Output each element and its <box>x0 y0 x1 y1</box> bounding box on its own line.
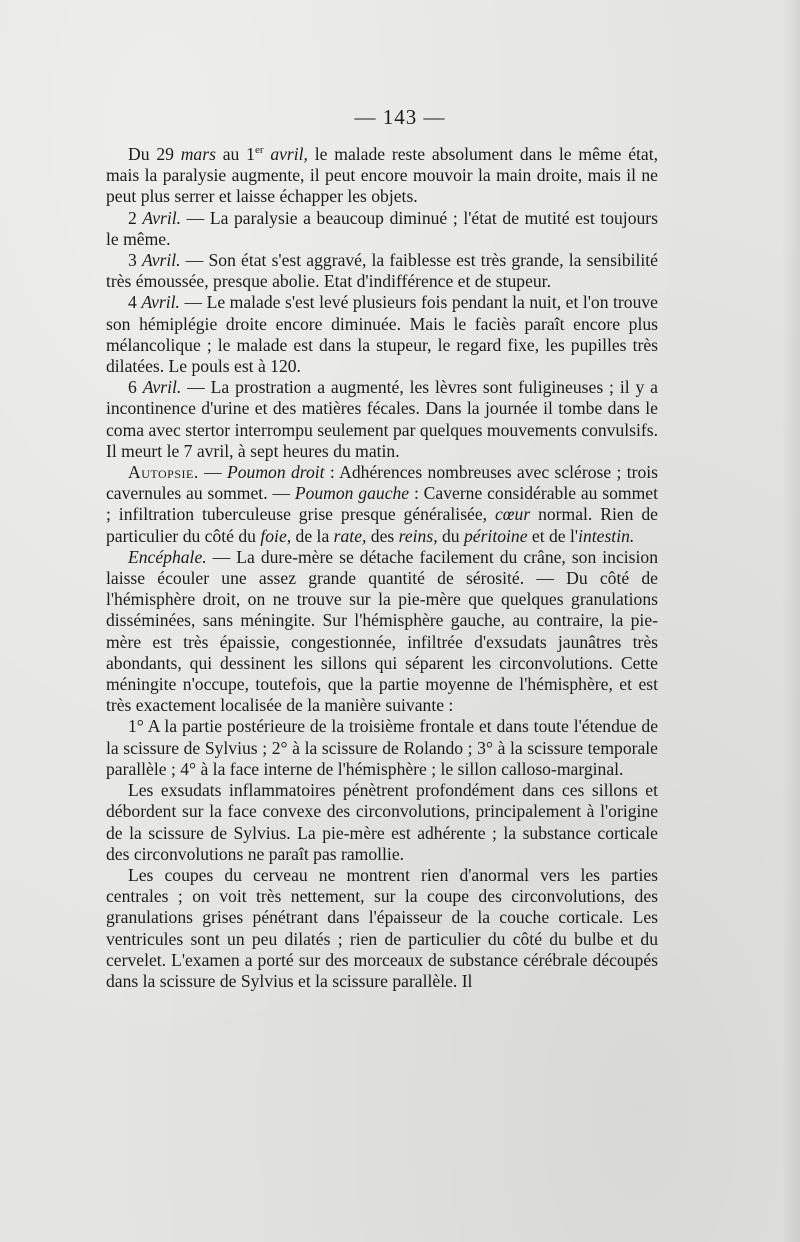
text-run: — Son état s'est aggravé, la faiblesse est très grande, la sensibilité très émoussée, presque abolie. Etat d'indifférence et de stupeur. <box>106 250 658 292</box>
text-run: de la <box>291 525 334 546</box>
paragraph <box>106 462 658 547</box>
text-run: 1° A la partie postérieure de la troisième frontale et dans toute l'étendue de la scissure de Sylvius ; 2° à la scissure de Rolando ; 3° à la scissure temporale parallèle ; 4° à la face interne de l'hémisphère ; le sillon calloso-marginal. <box>106 716 658 779</box>
text-run: 6 <box>128 377 143 398</box>
italic-text: Avril. <box>142 377 182 398</box>
paragraph <box>106 716 658 780</box>
italic-text: cœur <box>494 504 531 525</box>
italic-text: intestin. <box>578 525 635 546</box>
text-run: : Caverne considérable au sommet ; infiltration tuberculeuse grise presque généralisée, <box>106 483 658 525</box>
italic-text: Poumon droit <box>227 462 325 483</box>
text-run: au 1 <box>215 144 255 164</box>
paragraph <box>106 250 658 292</box>
superscript: er <box>254 144 264 157</box>
italic-text: Avril. <box>141 292 180 313</box>
italic-text: mars <box>180 144 216 164</box>
italic-text: Poumon gauche <box>294 483 410 504</box>
page-edge-shadow <box>782 0 800 1242</box>
text-run: Les coupes du cerveau ne montrent rien d'anormal vers les parties centrales ; on voit très nettement, sur la coupe des circonvolutions, des granulations grises pénétrant dans l'épaisseur de la couche corticale. Les ventricules sont un peu dilatés ; rien de particulier du côté du bulbe et du cervelet. L'examen a porté sur des morceaux de substance cérébrale découpés dans la scissure de Sylvius et la scissure parallèle. Il <box>106 864 658 991</box>
text-run: — Le malade s'est levé plusieurs fois pendant la nuit, et l'on trouve son hémiplégie droite encore diminuée. Mais le faciès paraît encore plus mélancolique ; le malade est dans la stupeur, le regard fixe, les pupilles très dilatées. Le pouls est à 120. <box>106 292 658 377</box>
italic-text: Encéphale. <box>128 546 207 567</box>
text-run: 4 <box>128 292 142 313</box>
small-caps-heading: Autopsie. <box>128 462 199 483</box>
text-run: — La paralysie a beaucoup diminué ; l'état de mutité est toujours le même. <box>106 207 658 249</box>
italic-text: Avril. <box>141 250 181 271</box>
text-run: Du 29 <box>128 144 181 164</box>
text-run: — La prostration a augmenté, les lèvres sont fuligineuses ; il y a incontinence d'urine et des matières fécales. Dans la journée il tombe dans le coma avec stertor interrompu seulement par quelques mouvements convulsifs. Il meurt le 7 avril, à sept heures du matin. <box>106 377 658 461</box>
text-run: des <box>366 525 399 546</box>
body-text <box>106 144 658 992</box>
page-number: — 143 — <box>354 105 446 129</box>
italic-text: Avril. <box>142 207 182 228</box>
text-run: du <box>437 525 464 546</box>
text-run: normal. Rien de particulier du côté du <box>106 504 658 546</box>
italic-text: rate, <box>333 525 367 546</box>
paragraph <box>106 780 658 865</box>
text-run: — La dure-mère se détache facilement du crâne, son incision laisse écouler une assez grande quantité de sérosité. — Du côté de l'hémisphère droit, on ne trouve sur la pie-mère que quelques granulations disséminées, sans méningite. Sur l'hémisphère gauche, au contraire, la pie-mère est très épaissie, congestionnée, infiltrée d'exsudats jaunâtres très abondants, qui dessinent les sillons qui séparent les circonvolutions. Cette méningite n'occupe, toutefois, que la partie moyenne de l'hémisphère, et est très exactement localisée de la manière suivante : <box>106 546 658 716</box>
text-run: le malade reste absolument dans le même état, mais la paralysie augmente, il peut encore mouvoir la main droite, mais il ne peut plus serrer et laisse échapper les objets. <box>106 144 658 207</box>
italic-text: foie, <box>260 525 292 546</box>
text-run: 2 <box>128 207 143 228</box>
italic-text: avril, <box>270 144 308 164</box>
text-run: et de l' <box>527 525 579 546</box>
text-run: : Adhérences nombreuses avec sclérose ; trois cavernules au sommet. — <box>106 462 658 504</box>
paragraph <box>106 292 658 377</box>
italic-text: reins, <box>398 525 438 546</box>
paragraph <box>106 144 658 208</box>
text-run: Les exsudats inflammatoires pénètrent profondément dans ces sillons et débordent sur la face convexe des circonvolutions, principalement à l'origine de la scissure de Sylvius. La pie-mère est adhérente ; la substance corticale des circonvolutions ne paraît pas ramollie. <box>106 780 658 864</box>
text-run: — <box>198 462 228 483</box>
paragraph <box>106 377 658 462</box>
paragraph <box>106 208 658 250</box>
italic-text: péritoine <box>463 525 528 546</box>
text-run: 3 <box>128 250 142 271</box>
paragraph <box>106 547 658 717</box>
paragraph <box>106 865 658 992</box>
